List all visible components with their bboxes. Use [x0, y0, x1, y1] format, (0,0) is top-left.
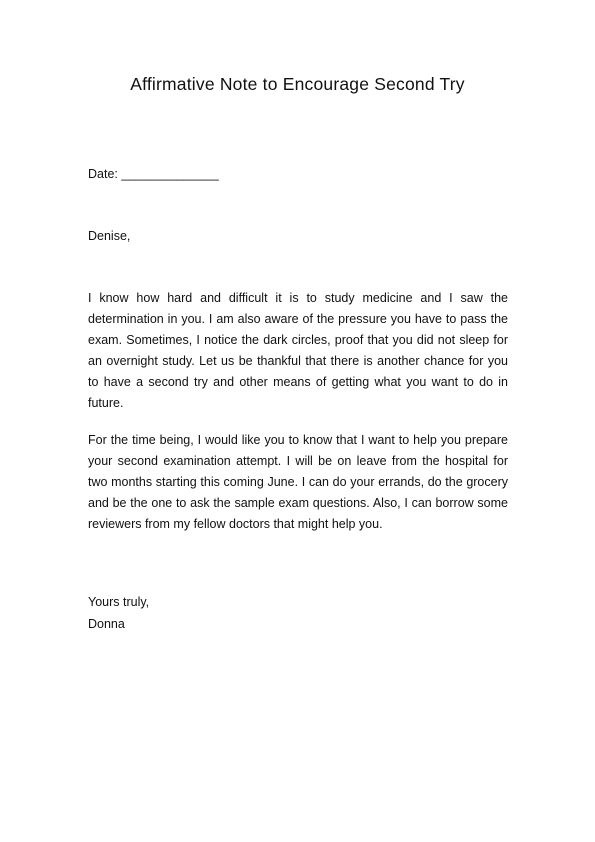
body-paragraph-2: For the time being, I would like you to know that I want to help you prepare your second examination attempt. I will be on leave from the hospital for two months starting this coming June. I can do your errands, do the grocery and be the one to ask the sample exam questions. Also, I can borrow some reviewers from my fellow doctors that might help you. [88, 433, 508, 531]
salutation: Denise, [88, 229, 131, 243]
body-paragraph-1: I know how hard and difficult it is to study medicine and I saw the determination in you. I am also aware of the pressure you have to pass the exam. Sometimes, I notice the dark circles, proof that you did not sleep for an overnight study. Let us be thankful that there is another chance for you to have a second try and other means of getting what you want to do in future. [88, 291, 508, 410]
closing: Yours truly, [88, 595, 150, 609]
date-line: Date: ______________ [88, 167, 219, 181]
document-title: Affirmative Note to Encourage Second Try [130, 74, 465, 94]
signature-name: Donna [88, 617, 125, 631]
